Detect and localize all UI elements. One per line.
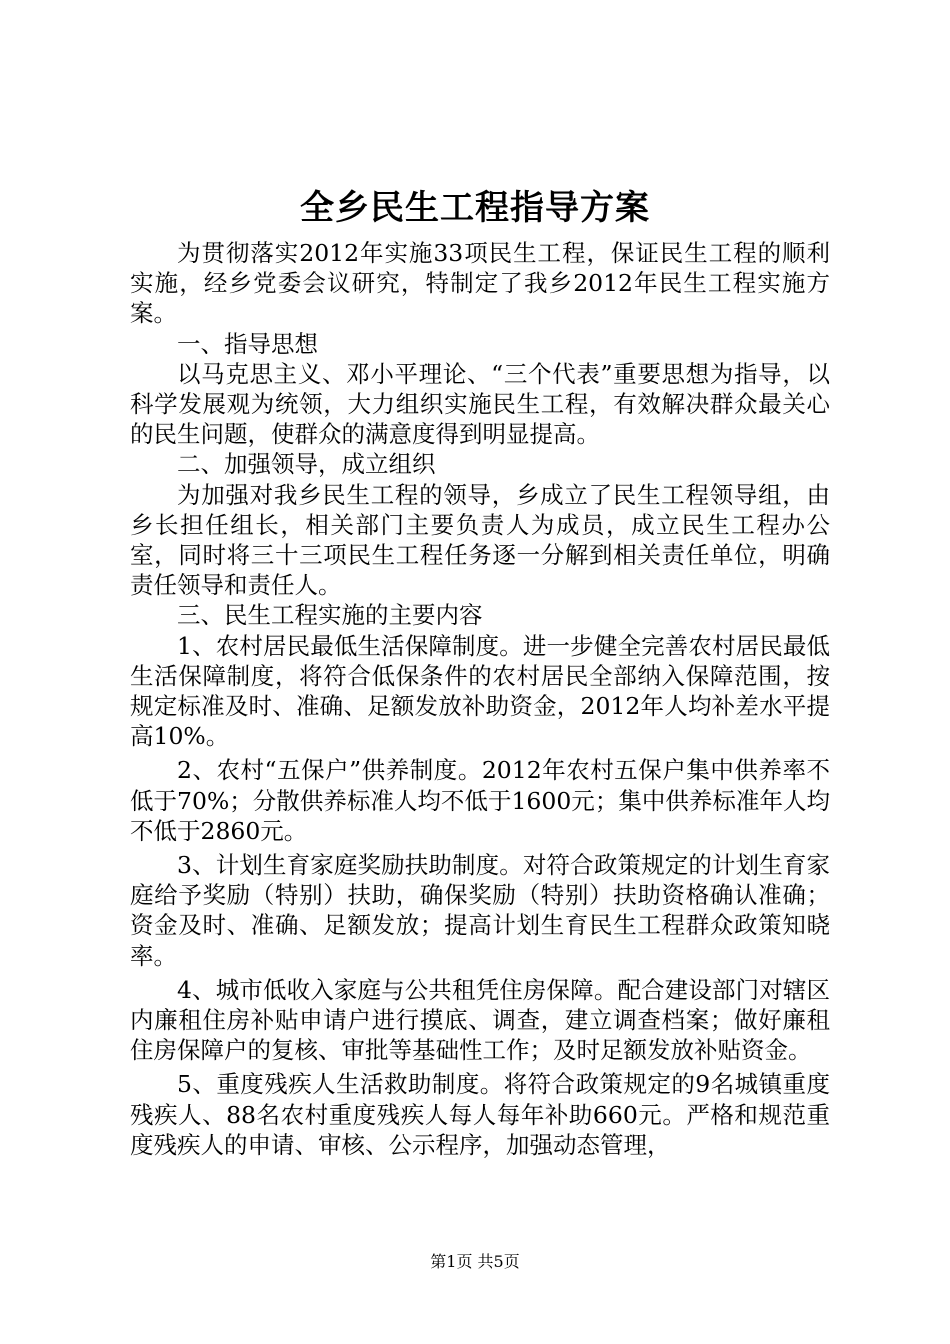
document-body <box>130 238 830 1160</box>
list-item-housing: 4、城市低收入家庭与公共租凭住房保障。配合建设部门对辖区内廉租住房补贴申请户进行摸底、调查，建立调查档案；做好廉租住房保障户的复核、审批等基础性工作；及时足额发放补贴资金。 <box>130 975 830 1065</box>
section-heading-guiding-ideology: 一、指导思想 <box>177 329 318 358</box>
list-item-family-planning: 3、计划生育家庭奖励扶助制度。对符合政策规定的计划生育家庭给予奖励（特别）扶助，确保奖励（特别）扶助资格确认准确；资金及时、准确、足额发放；提高计划生育民生工程群众政策知晓率。 <box>130 851 830 970</box>
list-item-five-guarantees: 2、农村“五保户”供养制度。2012年农村五保户集中供养率不低于70%；分散供养标准人均不低于1600元；集中供养标准年人均不低于2860元。 <box>130 756 830 845</box>
intro-paragraph: 为贯彻落实2012年实施33项民生工程，保证民生工程的顺利实施，经乡党委会议研究，特制定了我乡2012年民生工程实施方案。 <box>130 239 830 328</box>
paragraph-leadership: 为加强对我乡民生工程的领导，乡成立了民生工程领导组，由乡长担任组长，相关部门主要负责人为成员，成立民生工程办公室，同时将三十三项民生工程任务逐一分解到相关责任单位，明确责任领导和责任人。 <box>130 480 830 600</box>
list-item-rural-subsistence: 1、农村居民最低生活保障制度。进一步健全完善农村居民最低生活保障制度，将符合低保条件的农村居民全部纳入保障范围，按规定标准及时、准确、足额发放补助资金，2012年人均补差水平提高10%。 <box>130 631 830 751</box>
section-heading-leadership: 二、加强领导，成立组织 <box>177 450 436 479</box>
section-heading-main-content: 三、民生工程实施的主要内容 <box>177 601 483 630</box>
list-item-disability-aid: 5、重度残疾人生活救助制度。将符合政策规定的9名城镇重度残疾人、88名农村重度残疾人每人每年补助660元。严格和规范重度残疾人的申请、审核、公示程序，加强动态管理， <box>130 1070 830 1159</box>
page-footer: 第1页 共5页 <box>430 1252 520 1271</box>
paragraph-guiding-ideology: 以马克思主义、邓小平理论、“三个代表”重要思想为指导，以科学发展观为统领，大力组织实施民生工程，有效解决群众最关心的民生问题，使群众的满意度得到明显提高。 <box>130 359 830 449</box>
page-title: 全乡民生工程指导方案 <box>300 188 650 228</box>
